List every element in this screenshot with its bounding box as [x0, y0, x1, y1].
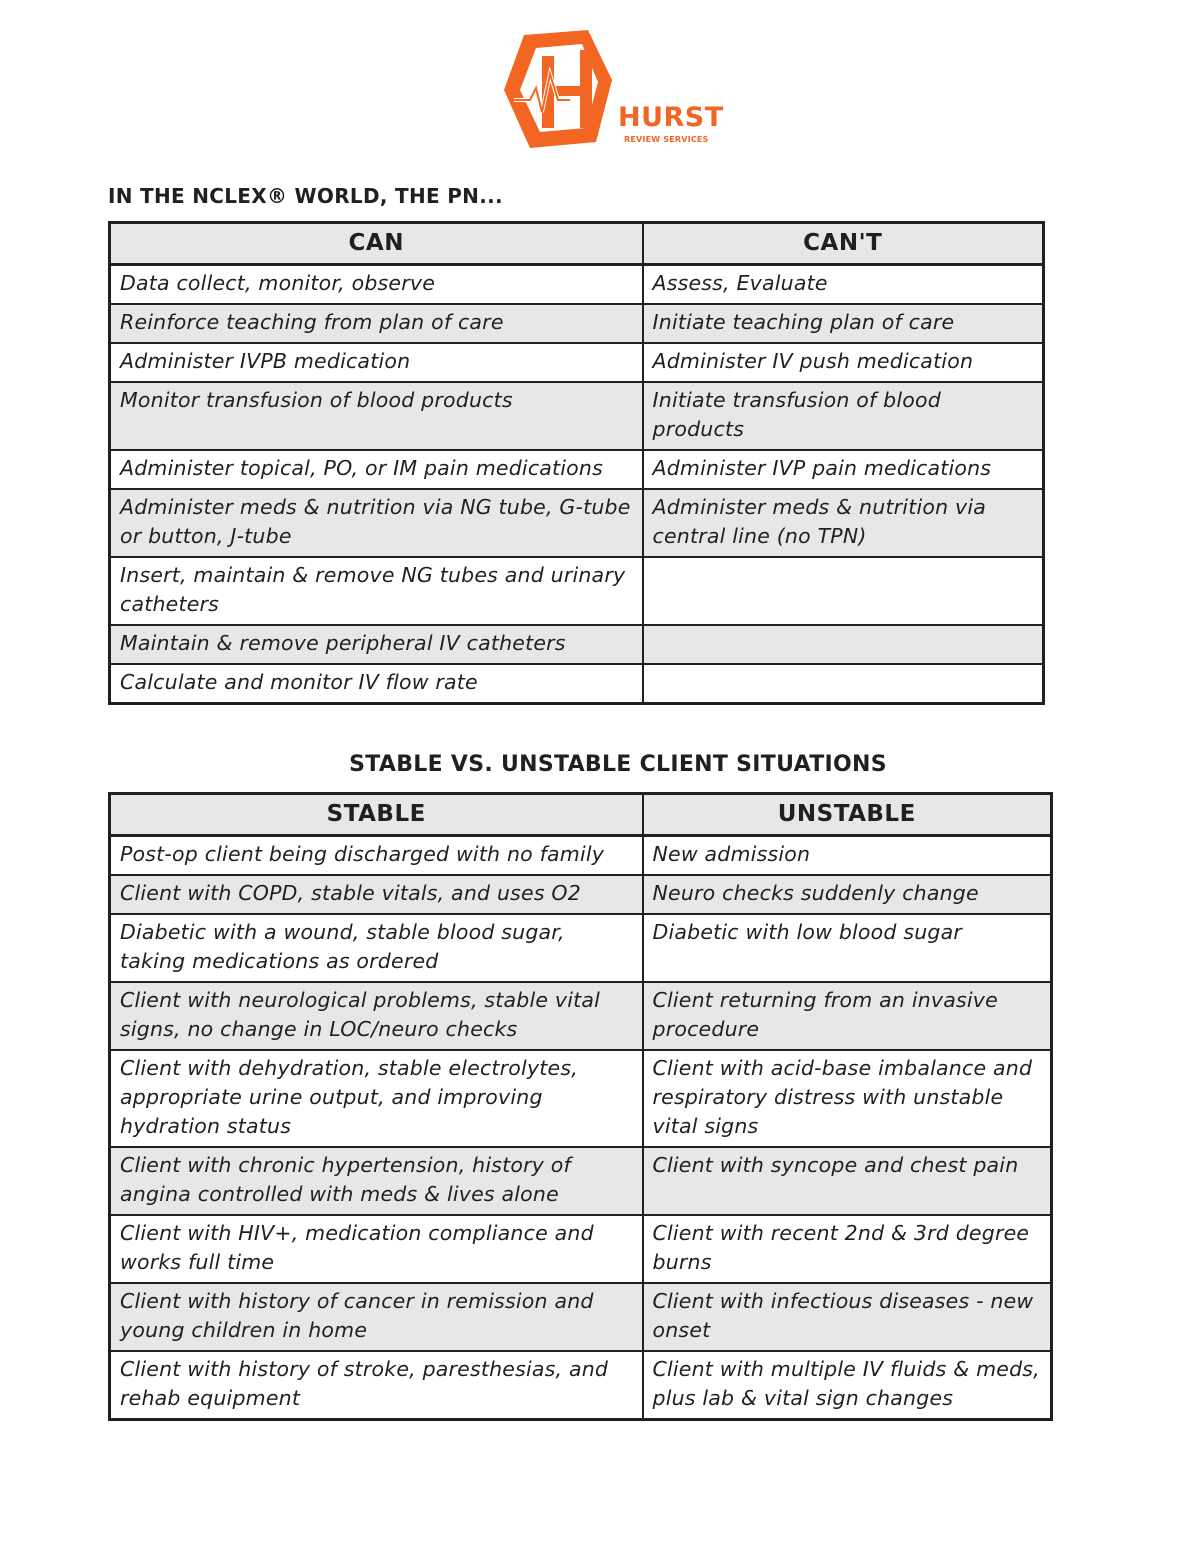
table-row: [110, 265, 1044, 305]
can-cell: Reinforce teaching from plan of care: [110, 304, 643, 343]
stable-cell: Client with chronic hypertension, history of angina controlled with meds & lives alone: [110, 1147, 643, 1215]
can-cant-table: [108, 221, 1045, 705]
table-row: [110, 343, 1044, 382]
header-unstable: UNSTABLE: [643, 794, 1052, 836]
stable-cell: Client with history of stroke, paresthesias, and rehab equipment: [110, 1351, 643, 1420]
table-row: [110, 914, 1052, 982]
cant-cell: [643, 557, 1044, 625]
section2-title: STABLE VS. UNSTABLE CLIENT SITUATIONS: [349, 752, 887, 777]
cant-cell: [643, 625, 1044, 664]
unstable-cell: Client with syncope and chest pain: [643, 1147, 1052, 1215]
header-cant: CAN'T: [643, 223, 1044, 265]
table-row: [110, 1147, 1052, 1215]
can-cell: Insert, maintain & remove NG tubes and urinary catheters: [110, 557, 643, 625]
cant-cell: Administer IVP pain medications: [643, 450, 1044, 489]
table-header-row: [110, 223, 1044, 265]
table-header-row: [110, 794, 1052, 836]
table-row: [110, 1351, 1052, 1420]
can-cell: Administer topical, PO, or IM pain medications: [110, 450, 643, 489]
stable-cell: Client with dehydration, stable electrolytes, appropriate urine output, and improving hydration status: [110, 1050, 643, 1147]
hurst-logo: [500, 30, 724, 150]
unstable-cell: New admission: [643, 836, 1052, 876]
cant-cell: Initiate transfusion of blood products: [643, 382, 1044, 450]
stable-cell: Client with HIV+, medication compliance and works full time: [110, 1215, 643, 1283]
table-row: [110, 557, 1044, 625]
unstable-cell: Neuro checks suddenly change: [643, 875, 1052, 914]
can-cell: Administer meds & nutrition via NG tube, G-tube or button, J-tube: [110, 489, 643, 557]
stable-cell: Diabetic with a wound, stable blood sugar, taking medications as ordered: [110, 914, 643, 982]
can-cell: Calculate and monitor IV flow rate: [110, 664, 643, 704]
table-row: [110, 489, 1044, 557]
table-row: [110, 450, 1044, 489]
unstable-cell: Client with infectious diseases - new onset: [643, 1283, 1052, 1351]
table-row: [110, 304, 1044, 343]
cant-cell: Administer IV push medication: [643, 343, 1044, 382]
unstable-cell: Diabetic with low blood sugar: [643, 914, 1052, 982]
table-row: [110, 1215, 1052, 1283]
table-row: [110, 875, 1052, 914]
table-row: [110, 1283, 1052, 1351]
can-cell: Administer IVPB medication: [110, 343, 643, 382]
table-row: [110, 382, 1044, 450]
cant-cell: [643, 664, 1044, 704]
brand-name: HURST: [618, 102, 724, 133]
cant-cell: Administer meds & nutrition via central line (no TPN): [643, 489, 1044, 557]
table-row: [110, 1050, 1052, 1147]
stable-cell: Post-op client being discharged with no family: [110, 836, 643, 876]
unstable-cell: Client with recent 2nd & 3rd degree burns: [643, 1215, 1052, 1283]
table-row: [110, 836, 1052, 876]
section1-title: IN THE NCLEX® WORLD, THE PN...: [108, 184, 503, 208]
header-stable: STABLE: [110, 794, 643, 836]
table-row: [110, 664, 1044, 704]
cant-cell: Assess, Evaluate: [643, 265, 1044, 305]
unstable-cell: Client with multiple IV fluids & meds, plus lab & vital sign changes: [643, 1351, 1052, 1420]
can-cell: Monitor transfusion of blood products: [110, 382, 643, 450]
stable-cell: Client with neurological problems, stable vital signs, no change in LOC/neuro checks: [110, 982, 643, 1050]
can-cell: Maintain & remove peripheral IV catheters: [110, 625, 643, 664]
brand-subtitle: REVIEW SERVICES: [624, 135, 709, 144]
table-row: [110, 982, 1052, 1050]
stable-unstable-table: [108, 792, 1053, 1421]
header-can: CAN: [110, 223, 643, 265]
table-row: [110, 625, 1044, 664]
stable-cell: Client with COPD, stable vitals, and uses O2: [110, 875, 643, 914]
stable-cell: Client with history of cancer in remission and young children in home: [110, 1283, 643, 1351]
cant-cell: Initiate teaching plan of care: [643, 304, 1044, 343]
unstable-cell: Client with acid-base imbalance and respiratory distress with unstable vital signs: [643, 1050, 1052, 1147]
unstable-cell: Client returning from an invasive procedure: [643, 982, 1052, 1050]
can-cell: Data collect, monitor, observe: [110, 265, 643, 305]
